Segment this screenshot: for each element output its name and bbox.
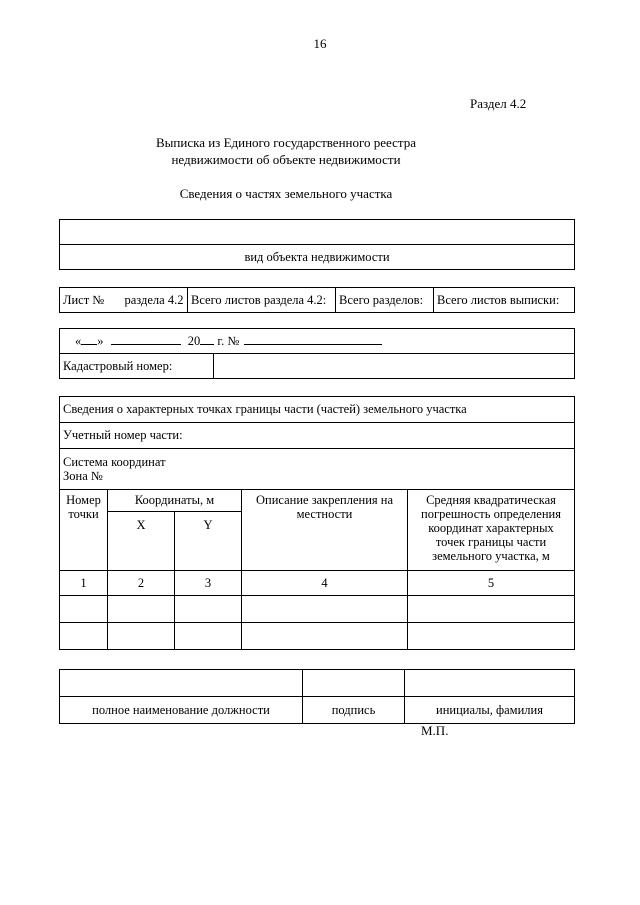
title-line-1: Выписка из Единого государственного реестра (156, 135, 416, 150)
sheet-number-label: Лист № (63, 292, 105, 307)
account-number-label: Учетный номер части: (60, 423, 575, 449)
signature-value-cell (303, 670, 405, 697)
date-cadastral-table (59, 328, 575, 379)
col-number-5: 5 (408, 571, 575, 596)
col-x: X (108, 512, 175, 571)
total-sections-cell: Всего разделов: (336, 288, 434, 313)
total-sheets-extract-cell: Всего листов выписки: (434, 288, 575, 313)
col-number-3: 3 (175, 571, 242, 596)
signature-table (59, 669, 575, 724)
title-line-2: недвижимости об объекте недвижимости (171, 152, 401, 167)
position-caption: полное наименование должности (60, 697, 303, 724)
col-number-1: 1 (60, 571, 108, 596)
position-value-cell (60, 670, 303, 697)
col-number-2: 2 (108, 571, 175, 596)
year-blank (200, 333, 214, 345)
col-point-number: Номер точки (60, 490, 108, 571)
number-label: г. № (217, 334, 240, 348)
section-label: Раздел 4.2 (470, 96, 527, 111)
date-row (60, 329, 575, 354)
document-subtitle: Сведения о частях земельного участка (179, 186, 393, 201)
object-type-value-cell (60, 220, 575, 245)
object-type-table (59, 219, 575, 270)
col-coordinates: Координаты, м (108, 490, 242, 512)
sheet-section-label: раздела 4.2 (124, 292, 184, 307)
month-blank (111, 333, 181, 345)
col-number-4: 4 (242, 571, 408, 596)
number-blank (244, 333, 382, 345)
points-table-heading: Сведения о характерных точках границы части (частей) земельного участка (60, 397, 575, 423)
cadastral-value-cell (214, 354, 575, 379)
cadastral-label: Кадастровый номер: (60, 354, 214, 379)
col-description: Описание закрепления на местности (242, 490, 408, 571)
page-number: 16 (313, 36, 327, 51)
name-caption: инициалы, фамилия (405, 697, 575, 724)
zone-label: Зона № (63, 469, 103, 483)
col-error: Средняя квадратическая погрешность определения координат характерных точек границы части земельного участка, м (408, 490, 575, 571)
table-row (60, 623, 575, 650)
name-value-cell (405, 670, 575, 697)
date-open-quote: « (75, 334, 82, 348)
signature-caption: подпись (303, 697, 405, 724)
document-title (80, 134, 492, 168)
sheet-number-cell (60, 288, 188, 313)
total-sheets-section-cell: Всего листов раздела 4.2: (188, 288, 336, 313)
sheet-info-table (59, 287, 575, 313)
object-type-caption: вид объекта недвижимости (60, 245, 575, 270)
date-close-quote: » (97, 334, 104, 348)
characteristic-points-table (59, 396, 575, 650)
day-blank (81, 333, 97, 345)
table-row (60, 596, 575, 623)
stamp-label: М.П. (421, 723, 449, 738)
year-prefix: 20 (187, 334, 201, 348)
coord-system-cell (60, 449, 575, 490)
col-y: Y (175, 512, 242, 571)
coord-system-label: Система координат (63, 455, 166, 469)
